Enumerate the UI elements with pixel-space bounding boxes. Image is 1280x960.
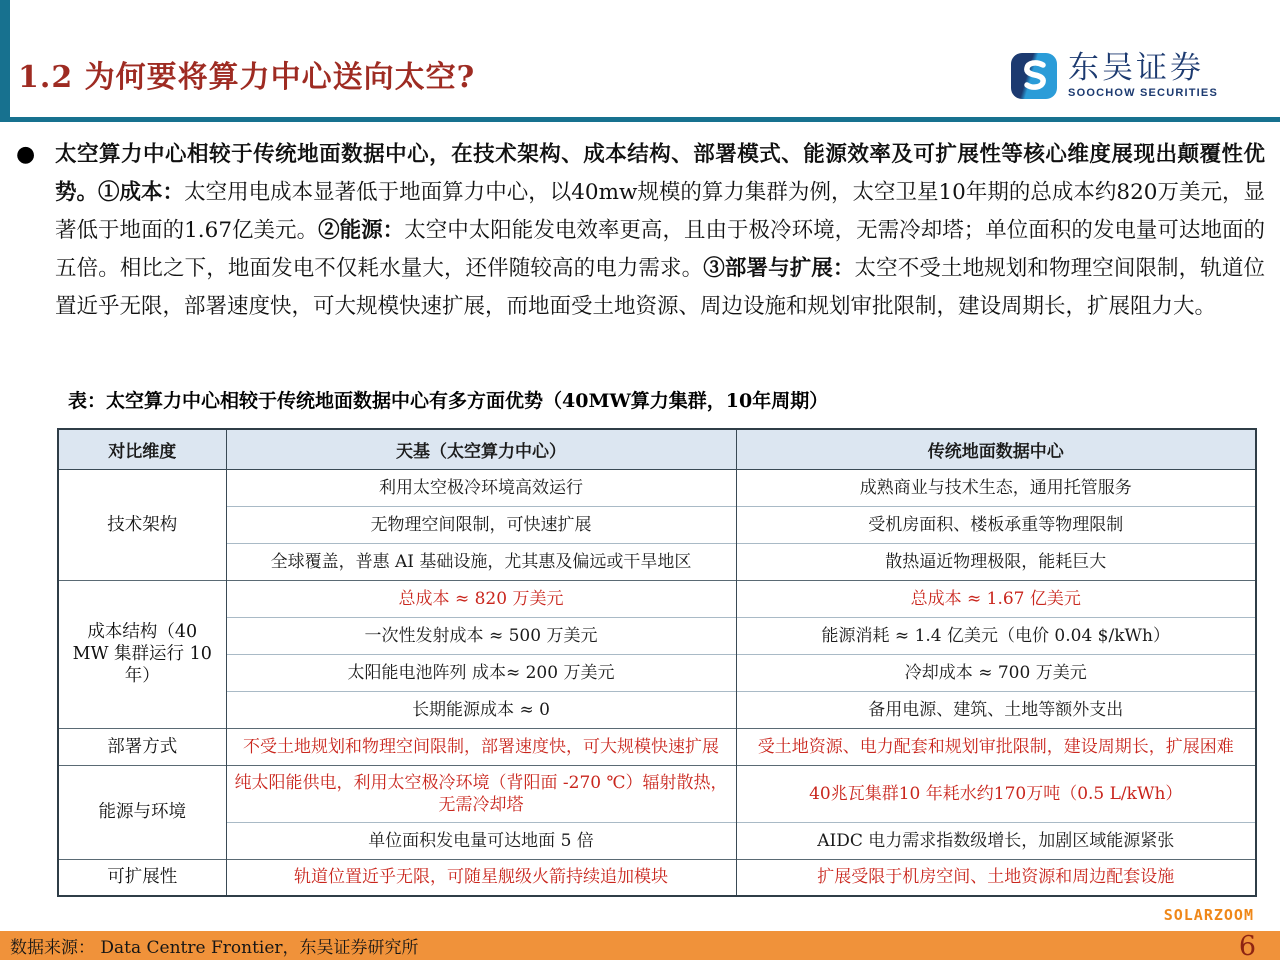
header-dimension: 对比维度	[58, 429, 226, 469]
space-value-cell: 利用太空极冷环境高效运行	[226, 469, 736, 506]
space-value-cell: 轨道位置近乎无限，可随星舰级火箭持续追加模块	[226, 859, 736, 896]
header-ground: 传统地面数据中心	[736, 429, 1256, 469]
ground-value-cell: 受机房面积、楼板承重等物理限制	[736, 506, 1256, 543]
logo-name-cn: 东吴证券	[1068, 50, 1205, 86]
space-value-cell: 无物理空间限制，可快速扩展	[226, 506, 736, 543]
logo-text	[1068, 50, 1218, 99]
ground-value-cell: 散热逼近物理极限，能耗巨大	[736, 543, 1256, 580]
body-text-segment: ①成本：	[98, 180, 185, 205]
ground-value-cell: 总成本 ≈ 1.67 亿美元	[736, 580, 1256, 617]
table-row	[58, 728, 1256, 765]
space-value-cell: 纯太阳能供电，利用太空极冷环境（背阳面 -270 ℃）辐射散热，无需冷却塔	[226, 765, 736, 822]
body-text-segment: ③部署与扩展：	[703, 256, 855, 281]
table-row	[58, 617, 1256, 654]
body-text-segment: ②能源：	[318, 218, 405, 243]
soochow-securities-logo	[1010, 52, 1218, 100]
ground-value-cell: 受土地资源、电力配套和规划审批限制，建设周期长，扩展困难	[736, 728, 1256, 765]
dimension-cell: 成本结构（40 MW 集群运行 10 年）	[58, 580, 226, 728]
bullet-marker: ●	[16, 142, 36, 167]
body-text-segment: 太空不受土地规划和物理空间限制，轨道位置近乎无限，部署速度快，可大规模快速扩展，而地面受土地资源、周边设施和规划审批限制，建设周期长，扩展阻力大。	[55, 256, 1265, 319]
space-value-cell: 一次性发射成本 ≈ 500 万美元	[226, 617, 736, 654]
header-divider-rule	[0, 117, 1280, 122]
table-row	[58, 654, 1256, 691]
header-space: 天基（太空算力中心）	[226, 429, 736, 469]
body-paragraph	[55, 136, 1265, 326]
ground-value-cell: AIDC 电力需求指数级增长，加剧区域能源紧张	[736, 822, 1256, 859]
solarzoom-watermark: SOLARZOOM	[1163, 906, 1254, 924]
dimension-cell: 可扩展性	[58, 859, 226, 896]
logo-name-en: SOOCHOW SECURITIES	[1068, 87, 1218, 99]
space-value-cell: 全球覆盖，普惠 AI 基础设施，尤其惠及偏远或干旱地区	[226, 543, 736, 580]
page-number: 6	[1238, 931, 1256, 960]
table-row	[58, 765, 1256, 822]
space-value-cell: 总成本 ≈ 820 万美元	[226, 580, 736, 617]
table-row	[58, 822, 1256, 859]
body-text-segment: 太空用电成本显著低于地面算力中心，以40mw规模的算力集群为例，太空卫星10年期的总成本约820万美元，显著低于地面的1.67亿美元。	[55, 180, 1265, 243]
dimension-cell: 能源与环境	[58, 765, 226, 859]
table-row	[58, 859, 1256, 896]
footer-bar	[0, 931, 1280, 960]
data-source-text: 数据来源： Data Centre Frontier，东吴证券研究所	[10, 938, 419, 958]
table-row	[58, 691, 1256, 728]
page-title: 1.2 为何要将算力中心送向太空?	[18, 60, 476, 95]
ground-value-cell: 扩展受限于机房空间、土地资源和周边配套设施	[736, 859, 1256, 896]
left-accent-bar	[0, 0, 10, 117]
table-header-row	[58, 429, 1256, 469]
space-value-cell: 太阳能电池阵列 成本≈ 200 万美元	[226, 654, 736, 691]
comparison-table	[57, 428, 1257, 897]
ground-value-cell: 备用电源、建筑、土地等额外支出	[736, 691, 1256, 728]
soochow-logo-icon	[1010, 52, 1058, 100]
ground-value-cell: 成熟商业与技术生态，通用托管服务	[736, 469, 1256, 506]
space-value-cell: 单位面积发电量可达地面 5 倍	[226, 822, 736, 859]
ground-value-cell: 冷却成本 ≈ 700 万美元	[736, 654, 1256, 691]
ground-value-cell: 40兆瓦集群10 年耗水约170万吨（0.5 L/kWh）	[736, 765, 1256, 822]
table-row	[58, 506, 1256, 543]
ground-value-cell: 能源消耗 ≈ 1.4 亿美元（电价 0.04 $/kWh）	[736, 617, 1256, 654]
table-caption: 表：太空算力中心相较于传统地面数据中心有多方面优势（40MW算力集群，10年周期）	[68, 390, 829, 412]
comparison-table-body	[58, 469, 1256, 896]
dimension-cell: 技术架构	[58, 469, 226, 580]
table-row	[58, 469, 1256, 506]
body-text-segment: 太空算力中心相较于传统地面数据中心，在技术架构、成本结构、部署模式、能源效率及可扩展性等核心维度展现出颠覆性优势。	[55, 142, 1265, 205]
body-text-segment: 太空中太阳能发电效率更高，且由于极冷环境，无需冷却塔；单位面积的发电量可达地面的五倍。相比之下，地面发电不仅耗水量大，还伴随较高的电力需求。	[55, 218, 1265, 281]
space-value-cell: 长期能源成本 ≈ 0	[226, 691, 736, 728]
dimension-cell: 部署方式	[58, 728, 226, 765]
space-value-cell: 不受土地规划和物理空间限制，部署速度快，可大规模快速扩展	[226, 728, 736, 765]
table-row	[58, 543, 1256, 580]
table-row	[58, 580, 1256, 617]
